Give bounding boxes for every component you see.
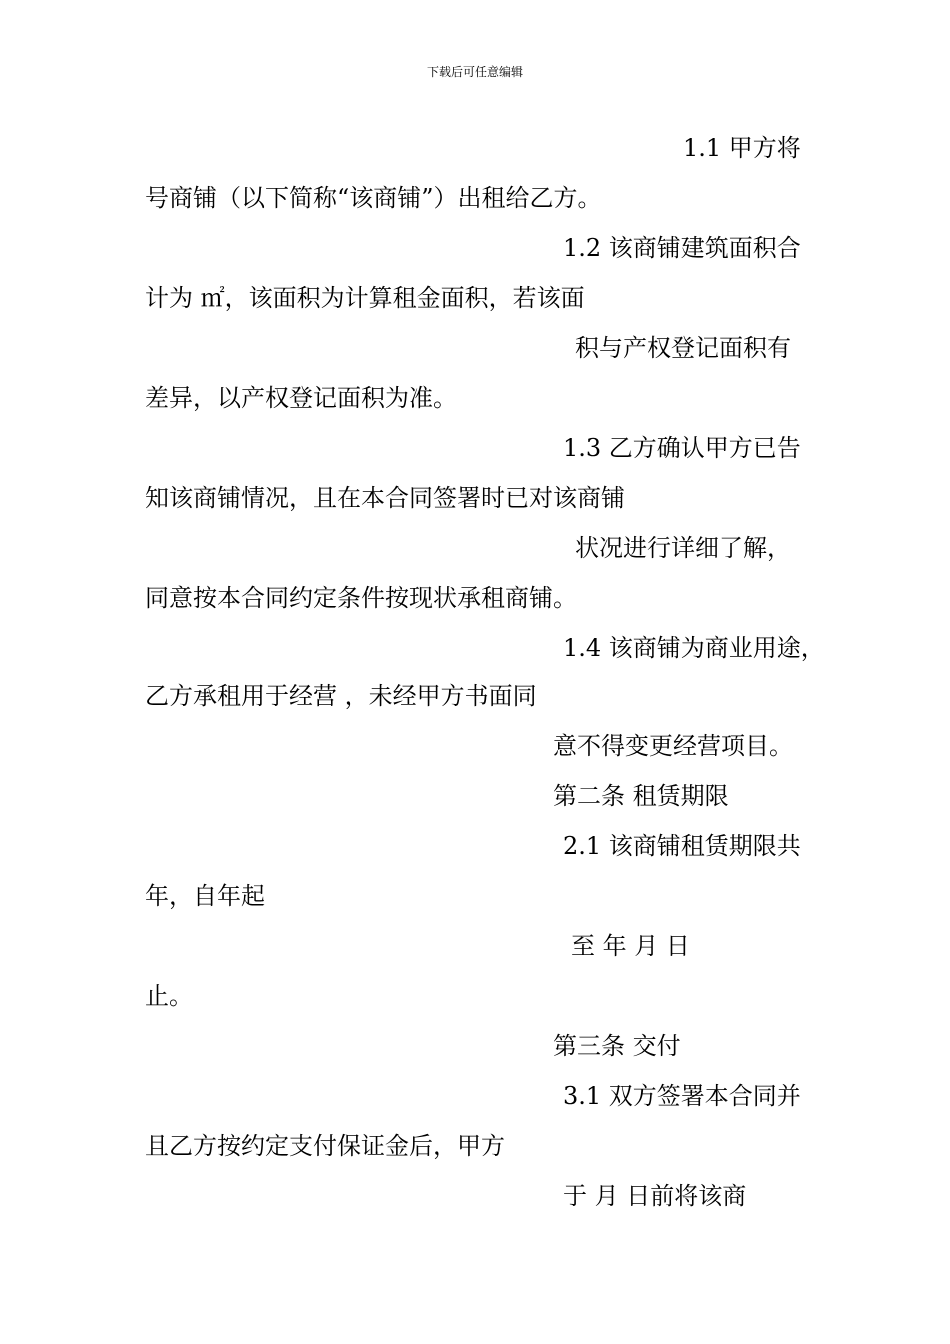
article-3-heading: 第三条 交付: [553, 1032, 681, 1060]
clause-1-1-line-2: 号商铺（以下简称“该商铺”）出租给乙方。: [145, 184, 602, 212]
clause-1-3-line-4: 同意按本合同约定条件按现状承租商铺。: [145, 584, 577, 612]
clause-1-4-line-1: 1.4 该商铺为商业用途，: [563, 634, 825, 662]
article-2-heading: 第二条 租赁期限: [553, 782, 729, 810]
clause-1-2-line-3: 积与产权登记面积有: [575, 334, 791, 362]
clause-3-1-line-1: 3.1 双方签署本合同并: [563, 1082, 801, 1110]
clause-1-2-line-4: 差异，以产权登记面积为准。: [145, 384, 457, 412]
clause-1-4-line-3: 意不得变更经营项目。: [553, 732, 793, 760]
clause-1-3-line-2: 知该商铺情况，且在本合同签署时已对该商铺: [145, 484, 625, 512]
clause-1-3-line-1: 1.3 乙方确认甲方已告: [563, 434, 801, 462]
clause-1-4-line-2: 乙方承租用于经营 ，未经甲方书面同: [145, 682, 537, 710]
clause-3-1-line-3: 于 月 日前将该商: [563, 1182, 747, 1210]
clause-1-3-line-3: 状况进行详细了解，: [575, 534, 791, 562]
clause-1-1-line-1: 1.1 甲方将: [683, 134, 801, 162]
clause-1-2-line-2: 计为 ㎡，该面积为计算租金面积，若该面: [145, 284, 585, 312]
clause-1-2-line-1: 1.2 该商铺建筑面积合: [563, 234, 801, 262]
clause-2-1-line-3: 至 年 月 日: [571, 932, 690, 960]
clause-2-1-line-4: 止。: [145, 982, 193, 1010]
clause-3-1-line-2: 且乙方按约定支付保证金后，甲方: [145, 1132, 505, 1160]
clause-2-1-line-2: 年，自年起: [145, 882, 265, 910]
clause-2-1-line-1: 2.1 该商铺租赁期限共: [563, 832, 801, 860]
page-header: 下载后可任意编辑: [426, 65, 523, 79]
